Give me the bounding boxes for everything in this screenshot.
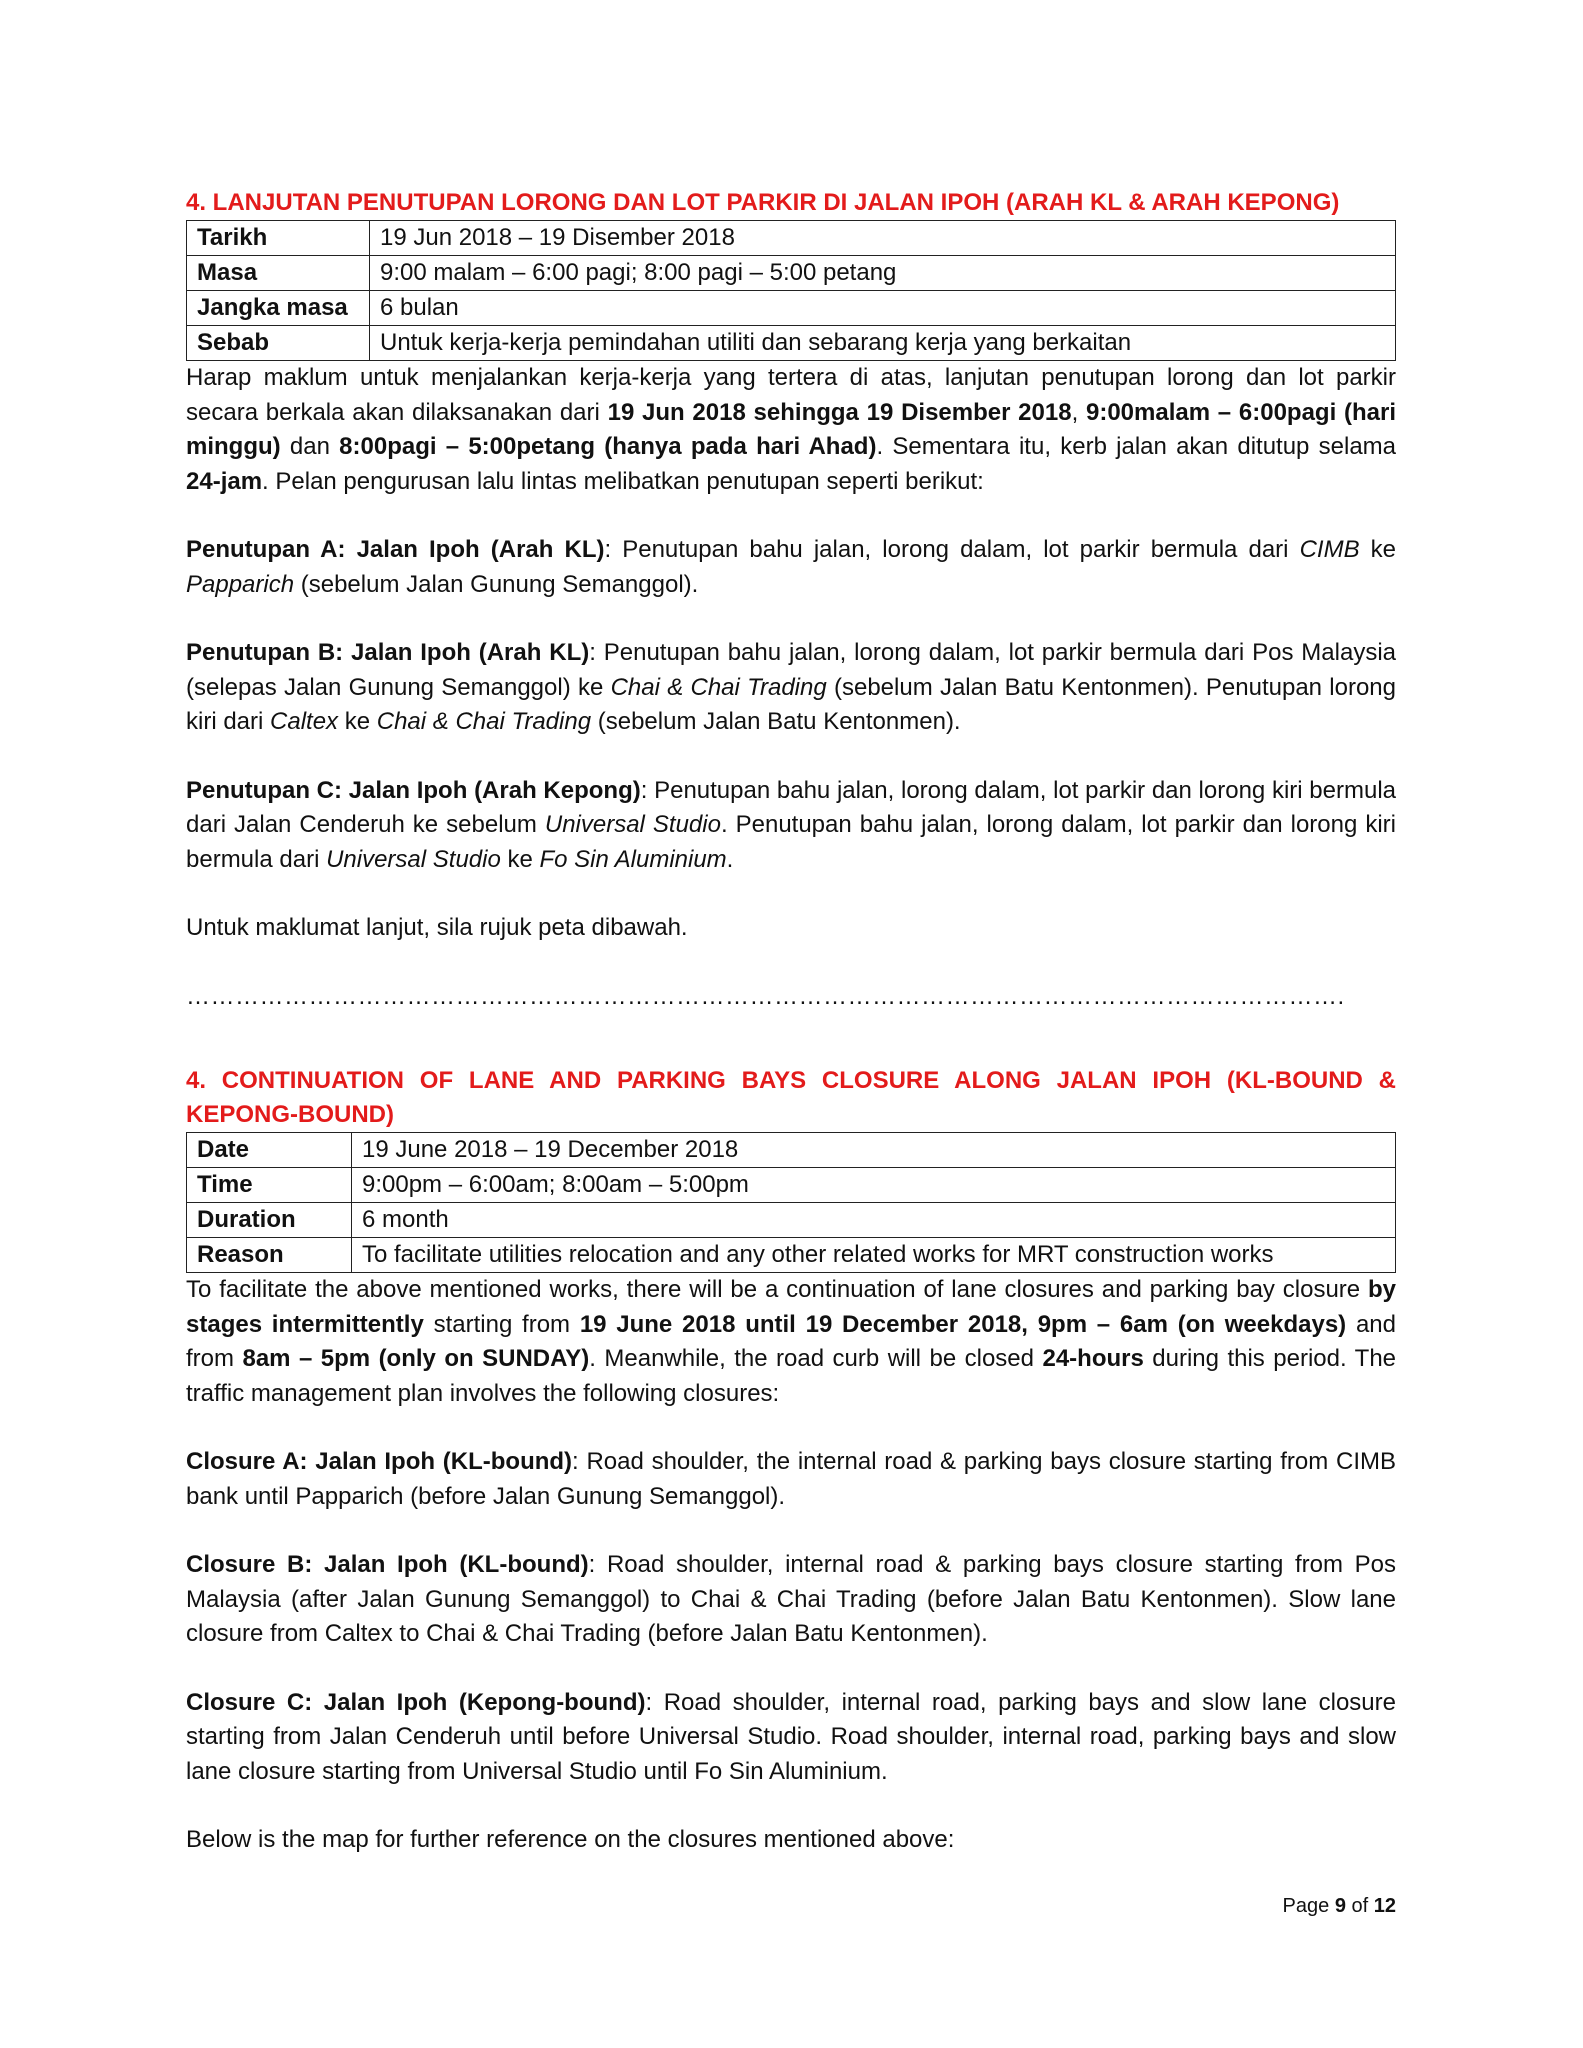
closure-c-paragraph: Penutupan C: Jalan Ipoh (Arah Kepong): Penutupan bahu jalan, lorong dalam, lot parkir dan lorong kiri bermula dari Jalan Cenderuh ke sebelum Universal Studio. Penutupan bahu jalan, lorong dalam, lot parkir dan lorong kiri bermula dari Universal Studio ke Fo Sin Aluminium. — [186, 776, 1396, 873]
section-heading: 4. LANJUTAN PENUTUPAN LORONG DAN LOT PARKIR DI JALAN IPOH (ARAH KL & ARAH KEPONG) — [186, 189, 1340, 216]
row-label: Date — [187, 1133, 352, 1168]
section-english — [186, 1064, 1396, 1858]
row-value: 9:00 malam – 6:00 pagi; 8:00 pagi – 5:00 petang — [370, 256, 1396, 291]
closure-a-paragraph: Closure A: Jalan Ipoh (KL-bound): Road shoulder, the internal road & parking bays closure starting from CIMB bank until Papparich (before Jalan Gunung Semanggol). — [186, 1448, 1396, 1510]
table-row — [187, 1203, 1396, 1238]
closure-b-paragraph: Penutupan B: Jalan Ipoh (Arah KL): Penutupan bahu jalan, lorong dalam, lot parkir bermula dari Pos Malaysia (selepas Jalan Gunung Semanggol) ke Chai & Chai Trading (sebelum Jalan Batu Kentonmen). Penutupan lorong kiri dari Caltex ke Chai & Chai Trading (sebelum Jalan Batu Kentonmen). — [186, 639, 1397, 735]
row-label: Reason — [187, 1238, 352, 1273]
row-value: 19 June 2018 – 19 December 2018 — [352, 1133, 1396, 1168]
section-malay — [186, 186, 1396, 1014]
separator-dots: ……………………………………………………………………………………………………………………………. — [186, 982, 1345, 1010]
row-label: Time — [187, 1168, 352, 1203]
intro-paragraph: Harap maklum untuk menjalankan kerja-kerja yang tertera di atas, lanjutan penutupan lorong dan lot parkir secara berkala akan dilaksanakan dari 19 Jun 2018 sehingga 19 Disember 2018, 9:00malam – 6:00pagi (hari minggu) dan 8:00pagi – 5:00petang (hanya pada hari Ahad). Sementara itu, kerb jalan akan ditutup selama 24-jam. Pelan pengurusan lalu lintas melibatkan penutupan seperti berikut: — [186, 364, 1397, 495]
info-table — [186, 220, 1396, 361]
row-label: Masa — [187, 256, 370, 291]
row-value: To facilitate utilities relocation and any other related works for MRT construction works — [352, 1238, 1396, 1273]
table-row — [187, 291, 1396, 326]
row-value: 6 bulan — [370, 291, 1396, 326]
section-heading: 4. CONTINUATION OF LANE AND PARKING BAYS CLOSURE ALONG JALAN IPOH (KL-BOUND & KEPONG-BOUND) — [186, 1067, 1396, 1128]
closing-paragraph: Below is the map for further reference on the closures mentioned above: — [186, 1826, 955, 1853]
intro-paragraph: To facilitate the above mentioned works, there will be a continuation of lane closures and parking bay closure by stages intermittently starting from 19 June 2018 until 19 December 2018, 9pm – 6am (on weekdays) and from 8am – 5pm (only on SUNDAY). Meanwhile, the road curb will be closed 24-hours during this period. The traffic management plan involves the following closures: — [186, 1276, 1397, 1407]
row-value: 9:00pm – 6:00am; 8:00am – 5:00pm — [352, 1168, 1396, 1203]
closure-a-paragraph: Penutupan A: Jalan Ipoh (Arah KL): Penutupan bahu jalan, lorong dalam, lot parkir bermula dari CIMB ke Papparich (sebelum Jalan Gunung Semanggol). — [186, 536, 1396, 598]
closing-paragraph: Untuk maklumat lanjut, sila rujuk peta dibawah. — [186, 914, 688, 941]
info-table — [186, 1132, 1396, 1273]
table-row — [187, 326, 1396, 361]
row-label: Tarikh — [187, 221, 370, 256]
table-row — [187, 1238, 1396, 1273]
table-row — [187, 256, 1396, 291]
row-label: Jangka masa — [187, 291, 370, 326]
row-label: Duration — [187, 1203, 352, 1238]
row-value: 6 month — [352, 1203, 1396, 1238]
closure-c-paragraph: Closure C: Jalan Ipoh (Kepong-bound): Road shoulder, internal road, parking bays and slow lane closure starting from Jalan Cenderuh until before Universal Studio. Road shoulder, internal road, parking bays and slow lane closure starting from Universal Studio until Fo Sin Aluminium. — [186, 1688, 1396, 1785]
row-value: 19 Jun 2018 – 19 Disember 2018 — [370, 221, 1396, 256]
row-label: Sebab — [187, 326, 370, 361]
table-row — [187, 1168, 1396, 1203]
page-number: Page 9 of 12 — [1282, 1895, 1396, 1917]
table-row — [187, 221, 1396, 256]
table-row — [187, 1133, 1396, 1168]
row-value: Untuk kerja-kerja pemindahan utiliti dan sebarang kerja yang berkaitan — [370, 326, 1396, 361]
closure-b-paragraph: Closure B: Jalan Ipoh (KL-bound): Road shoulder, internal road & parking bays closure starting from Pos Malaysia (after Jalan Gunung Semanggol) to Chai & Chai Trading (before Jalan Batu Kentonmen). Slow lane closure from Caltex to Chai & Chai Trading (before Jalan Batu Kentonmen). — [186, 1551, 1397, 1647]
